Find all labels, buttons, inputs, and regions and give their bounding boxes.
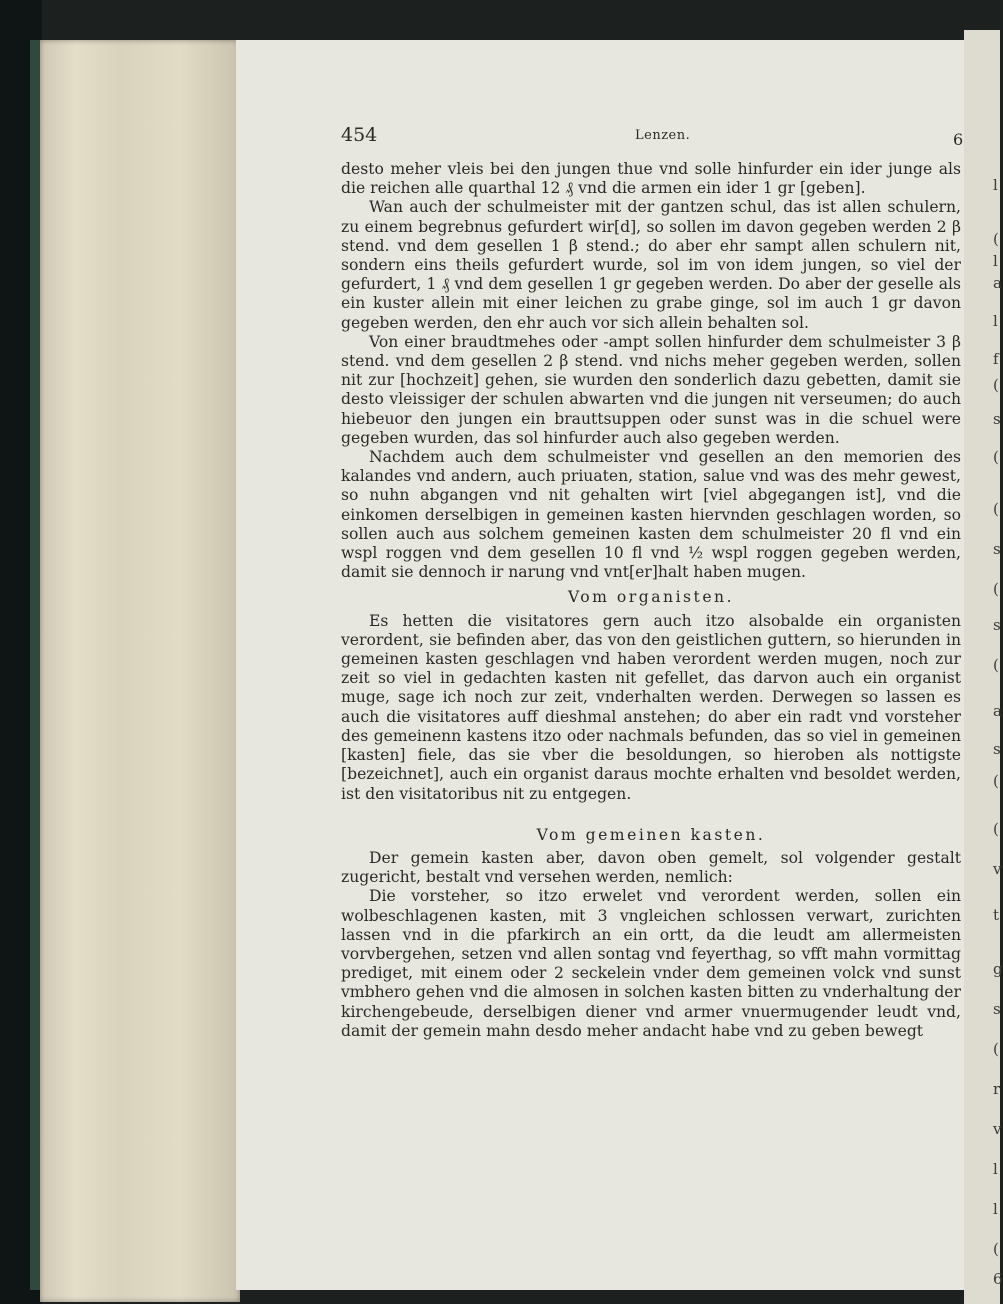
- facing-page-letter: l: [993, 176, 998, 194]
- facing-page-letter: s: [993, 540, 1001, 558]
- facing-page-letter: s: [993, 740, 1001, 758]
- facing-page-letter: a: [993, 702, 1002, 720]
- paragraph: Wan auch der schulmeister mit der gantzen schul, das ist allen schulern, zu einem begrebnus gefurdert wir[d], so sollen im davon gegeben werden 2 β stend. vnd dem gesellen 1 β stend.; do aber ehr sampt allen schulern nit, sondern eins theils gefurdert wurde, sol im von idem jungen, so viel der gefurdert, 1 ₰ vnd dem gesellen 1 gr gegeben werden. Do aber der geselle als ein kuster allein mit einer leichen zu grabe ginge, sol im auch 1 gr davon gegeben werden, den ehr auch vor sich allein behalten sol.: [341, 198, 961, 332]
- facing-page-letter: s: [993, 410, 1001, 428]
- page-body: [341, 160, 961, 1041]
- page-number: 454: [341, 124, 378, 146]
- running-head: Lenzen.: [635, 128, 691, 143]
- facing-page-letter: s: [993, 1000, 1001, 1018]
- facing-page-letter: l: [993, 1200, 998, 1218]
- facing-page-letter: t: [993, 906, 1000, 924]
- facing-page-letter: a: [993, 274, 1002, 292]
- paragraph: desto meher vleis bei den jungen thue vnd solle hinfurder ein ider junge als die reichen alle quarthal 12 ₰ vnd die armen ein ider 1 gr [geben].: [341, 160, 961, 198]
- paragraph: Nachdem auch dem schulmeister vnd gesellen an den memorien des kalandes vnd andern, auch priuaten, station, salue vnd was des mehr gewest, so nuhn abgangen vnd nit gehalten wirt [viel abgegangen ist], vnd die einkomen derselbigen in gemeinen kasten hiervnden geschlagen worden, so sollen auch aus solchem gemeinen kasten dem schulmeister 20 fl vnd ein wspl roggen vnd dem gesellen 10 fl vnd ½ wspl roggen gegeben werden, damit sie dennoch ir narung vnd vnt[er]halt haben mugen.: [341, 448, 961, 582]
- edge-mark: 6: [953, 130, 964, 149]
- facing-page-fragments: [993, 0, 1003, 1304]
- page-header: [341, 124, 964, 154]
- facing-page-letter: (: [993, 1240, 999, 1258]
- facing-page-letter: (: [993, 772, 999, 790]
- section-heading: Vom organisten.: [567, 588, 735, 607]
- book-page-edges: [40, 40, 240, 1302]
- paragraph: Von einer braudtmehes oder -ampt sollen hinfurder dem schulmeister 3 β stend. vnd dem gesellen 2 β stend. vnd nichs meher gegeben werden, sollen nit zur [hochzeit] gehen, sie wurden den sonderlich dazu gebetten, damit sie desto vleissiger der schulen abwarten vnd die jungen nit verseumen; do auch hiebeuor den jungen ein brauttsuppen oder sunst was in die schuel were gegeben wurden, das sol hinfurder auch also gegeben werden.: [341, 332, 961, 447]
- facing-page-letter: (: [993, 580, 999, 598]
- facing-page-letter: l: [993, 312, 998, 330]
- paragraph: Es hetten die visitatores gern auch itzo alsobalde ein organisten verordent, sie befinden aber, das von den geistlichen guttern, so hierunden in gemeinen kasten geschlagen vnd haben verordent werden mugen, noch zur zeit so viel in gedachten kasten nit gefellet, das darvon auch ein organist muge, sage ich noch zur zeit, vnderhalten werden. Derwegen so lassen es auch die visitatores auff dieshmal anstehen; do aber ein radt vnd vorsteher des gemeinenn kastens itzo oder nachmals befunden, das so viel in gemeinen [kasten] fiele, das sie vber die besoldungen, so hieroben als nottigste [bezeichnet], auch ein organist daraus mochte erhalten vnd besoldet werden, ist den visitatoribus nit zu entgegen.: [341, 611, 961, 803]
- facing-page-letter: 6: [993, 1270, 1003, 1288]
- facing-page-letter: (: [993, 500, 999, 518]
- facing-page-letter: s: [993, 616, 1001, 634]
- paragraph: Die vorsteher, so itzo erwelet vnd verordent werden, sollen ein wolbeschlagenen kasten, mit 3 vngleichen schlossen verwart, zurichten lassen vnd in die pfarkirch an ein ortt, da die leudt am allermeisten vorvbergehen, setzen vnd allen sontag vnd feyerthag, so vfft mahn vormittag prediget, mit einem oder 2 seckelein vnder dem gemeinen volck vnd sunst vmbhero gehen vnd die almosen in solchen kasten bitten zu vnderhaltung der kirchengebeude, derselbigen diener vnd armer vnuermugender leudt vnd, damit der gemein mahn desdo meher andacht habe vnd zu geben bewegt: [341, 887, 961, 1040]
- facing-page-letter: v: [993, 1120, 1002, 1138]
- facing-page-letter: (: [993, 656, 999, 674]
- paragraph: Der gemein kasten aber, davon oben gemelt, sol volgender gestalt zugericht, bestalt vnd versehen werden, nemlich:: [341, 848, 961, 887]
- facing-page-letter: l: [993, 1160, 998, 1178]
- facing-page-letter: r: [993, 1080, 1001, 1098]
- facing-page-letter: v: [993, 860, 1002, 878]
- facing-page-letter: f: [993, 350, 999, 368]
- facing-page-letter: (: [993, 820, 999, 838]
- section-heading: Vom gemeinen kasten.: [536, 825, 766, 844]
- facing-page-letter: (: [993, 448, 999, 466]
- facing-page-letter: (: [993, 230, 999, 248]
- facing-page-letter: (: [993, 1040, 999, 1058]
- facing-page-letter: (: [993, 376, 999, 394]
- facing-page-letter: l: [993, 252, 998, 270]
- facing-page-letter: g: [993, 960, 1003, 978]
